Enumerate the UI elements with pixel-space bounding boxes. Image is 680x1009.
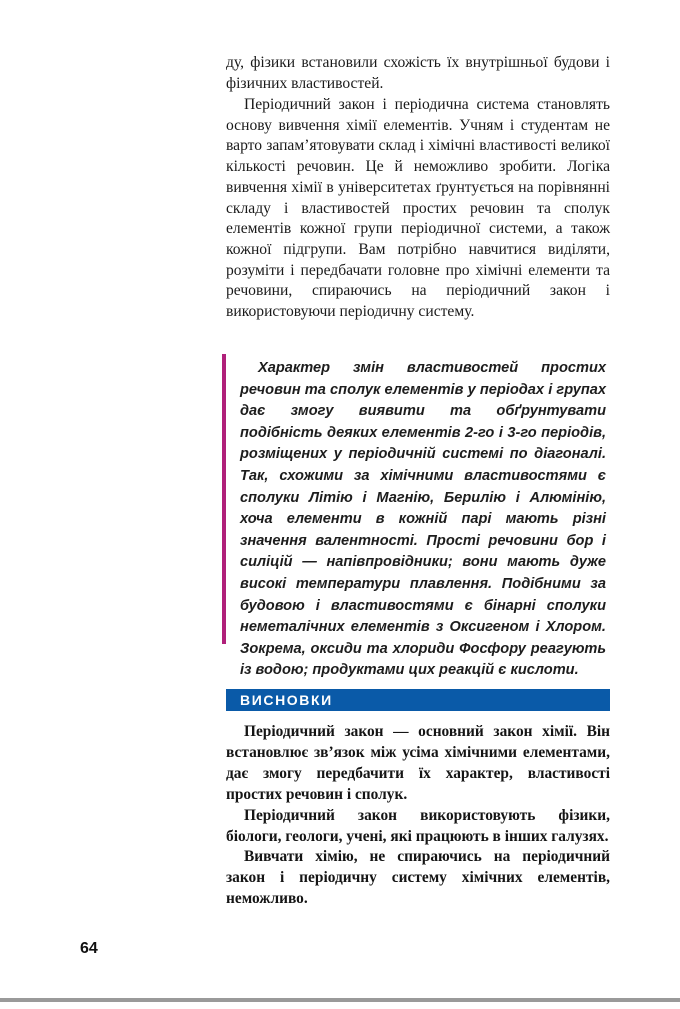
body-paragraph-2: Періодичний закон і періодична система становлять основу вивчення хімії елементів. Учням і студентам не варто запам’ятовувати склад і хімічні властивості великої кількості речовин. Це й неможливо зробити. Логіка вивчення хімії в університетах ґрунтується на порівнянні складу і властивостей простих речовин та сполук елементів кожної групи періодичної системи, а також кожної підгрупи. Вам потрібно навчитися виділяти, розуміти і передбачати головне про хімічні елементи та речовини, спираючись на періодичний закон і використовуючи періодичну систему.: [226, 96, 610, 321]
page-number: 64: [80, 940, 98, 957]
conclusion-item-2: Періодичний закон використовують фізики, біологи, геологи, учені, які працюють в інших галузях.: [226, 806, 610, 845]
highlight-note-text: Характер змін властивостей простих речовин та сполук елементів у періодах і групах дає змогу виявити та обґрунтувати подібність деяких елементів 2-го і 3-го періодів, розміщених у періодичній системі по діагоналі. Так, схожими за хімічними властивостями є сполуки Літію і Магнію, Берилію і Алюмінію, хоча елементи в кожній парі мають різні значення валентності. Прості речовини бор і силіцій — напівпровідники; вони мають дуже високі температури плавлення. Подібними за будовою і властивостями є бінарні сполуки неметалічних елементів з Оксигеном і Хлором. Зокрема, оксиди та хлориди Фосфору реагують із водою; продуктами цих реакцій є кислоти.: [240, 360, 606, 679]
conclusion-item-1: Періодичний закон — основний закон хімії. Він встановлює зв’язок між усіма хімічними елементами, дає змогу передбачити їх характер, властивості простих речовин і сполук.: [226, 723, 610, 803]
conclusion-item-3: Вивчати хімію, не спираючись на періодичний закон і періодичну систему хімічних елементів, неможливо.: [226, 848, 610, 908]
conclusions-list: [226, 722, 610, 910]
highlight-note: [222, 354, 606, 679]
bottom-divider: [0, 998, 680, 1002]
conclusions-heading: ВИСНОВКИ: [226, 689, 610, 711]
body-paragraph-1: ду, фізики встановили схожість їх внутрішньої будови і фізичних властивостей.: [226, 54, 610, 92]
